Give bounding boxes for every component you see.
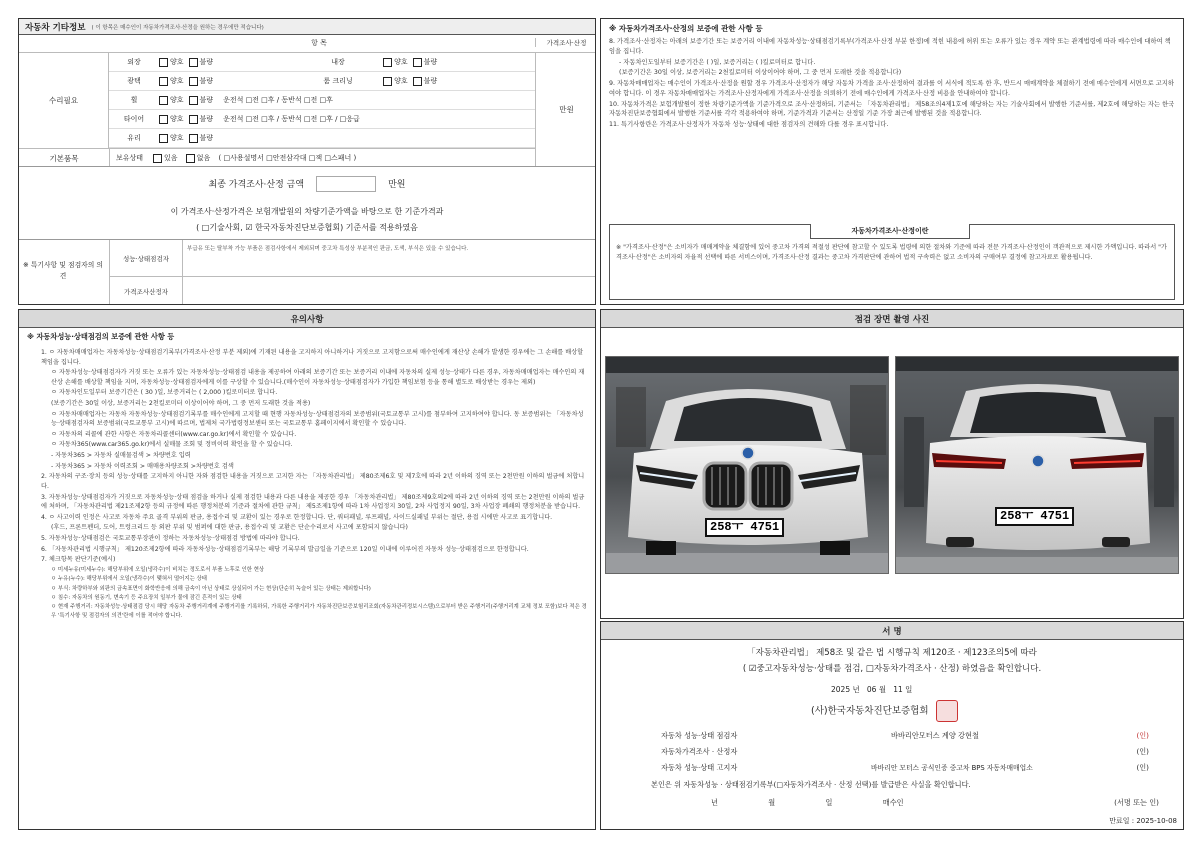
item-name: 타이어 <box>123 115 145 123</box>
sign-org: (사)한국자동차진단보증협회 <box>811 705 929 717</box>
other-info-section <box>18 18 596 305</box>
notes-title: ※ 자동차성능·상태점검의 보증에 관한 사항 등 <box>27 332 175 341</box>
rear-car-photo <box>895 356 1179 574</box>
price-definition-box <box>609 224 1175 300</box>
buyer-label: 매수인 <box>882 798 904 807</box>
expire-date: 만료일 : 2025-10-08 <box>1109 817 1177 825</box>
inspector-sign[interactable]: (인) <box>1136 731 1149 740</box>
item-opt2-label: 불량 <box>199 134 214 142</box>
basic-opt1-checkbox[interactable] <box>153 154 162 163</box>
item-opt2-label: 불량 <box>199 96 214 104</box>
appraiser-label: 자동차가격조사 · 산정자 <box>661 747 738 756</box>
price-guarantee-section <box>600 18 1184 305</box>
signature-header: 서 명 <box>601 622 1183 640</box>
item-col-header: 항 목 <box>311 39 327 47</box>
item-opt1-label: 양호 <box>170 115 184 123</box>
item-opt1-label: 양호 <box>170 58 184 66</box>
notes-paragraph: ㅇ 미세누유(미세누수): 해당부위에 오일(냉각수)이 비치는 정도로서 부품 노후로 인한 현상 <box>51 566 265 573</box>
sign-line2: ( ☑중고자동차성능·상태를 점검, □자동차가격조사 · 산정) 하였음을 확인합니다. <box>742 664 1042 674</box>
other-info-note: ( 이 항목은 매수인이 자동차가격조사·산정을 원하는 경우에만 적습니다) <box>91 24 264 31</box>
notes-paragraph: ㅇ 자동차매매업자는 자동차 자동차성능·상태점검기록부를 매수인에게 고지할 때 현행 자동차성능·상태점검자의 보증범위(국토교통부 고시)를 첨부하여 고지하여야 합니다. 동 보증범위는 「자동차성능·상태점검자의 보증범위(국토교통부 고시)에 따르며, 법제처 국가법령정보센터 또는 국토교통부 홈페이지에서 확인할 수 있습니다. <box>51 410 584 428</box>
notes-paragraph: ㅇ 자동차의 리콜에 관한 사항은 자동차리콜센터(www.car.go.kr)에서 확인할 수 있습니다. <box>51 430 297 438</box>
item-opt1-checkbox[interactable] <box>159 96 168 105</box>
guarantee-paragraph: 11. 특기사항란은 가격조사·산정자가 자동차 성능·상태에 대한 점검자의 견해와 다를 경우 표시합니다. <box>609 121 889 128</box>
rear-license-plate: 258ㅜ 4751 <box>995 507 1074 526</box>
item2-opt2-checkbox[interactable] <box>413 58 422 67</box>
basic-label: 기본품목 <box>49 154 79 163</box>
item2-opt1-checkbox[interactable] <box>383 77 392 86</box>
notes-paragraph: 2. 자동차의 구조·장치 등의 성능·상태를 고지하지 아니한 자와 점검한 내용을 거짓으로 고지한 자는 「자동차관리법」 제80조제6호 및 제7호에 따라 2년 이하의 징역 또는 2천만원 이하의 벌금에 처합니다. <box>41 473 585 490</box>
notes-paragraph: - 자동차365 > 자동차 실매물검색 > 차량번호 입력 <box>51 452 191 460</box>
item-name: 외장 <box>127 58 141 66</box>
receipt-month: 월 <box>768 798 776 807</box>
special-row2-label: 가격조사산정자 <box>109 276 183 305</box>
basis-text <box>19 204 595 238</box>
other-info-header <box>19 19 595 35</box>
notes-paragraph: 4. ㅇ 사고이력 인정은 사고로 자동차 주요 골격 부위의 판금, 용접수리 및 교환이 있는 경우로 한정합니다. 단, 쿼터패널, 루프패널, 사이드실패널 부위는 절단, 용접 시에만 사고로 표기합니다. <box>41 513 553 521</box>
basic-row <box>19 148 535 166</box>
notifier-label: 자동차 성능·상태 고지자 <box>661 763 738 772</box>
signature-section <box>600 621 1184 830</box>
notes-paragraph: ㅇ 누유(누수): 해당부위에서 오일(냉각수)이 맺혀서 떨어지는 상태 <box>51 576 207 583</box>
item-opt1-checkbox[interactable] <box>159 115 168 124</box>
notes-paragraph: (보증기간은 30일 이상, 보증거리는 2천킬로미터 이상이어야 하며, 그 중 먼저 도래한 것을 적용) <box>51 400 311 408</box>
inspector-value: 바바리안모터스 계양 강현철 <box>891 731 979 740</box>
sign-line1: 「자동차관리법」 제58조 및 같은 법 시행규칙 제120조 · 제123조의5에 따라 <box>747 648 1037 658</box>
repair-label: 수리필요 <box>19 53 109 148</box>
notes-paragraph: ㅇ 침수: 자동차의 원동기, 변속기 등 주요장치 일부가 물에 잠긴 흔적이 있는 상태 <box>51 594 242 601</box>
price-guarantee-paragraphs <box>609 37 1175 130</box>
basic-item: 보유상태 <box>109 149 149 166</box>
item-opt2-checkbox[interactable] <box>189 96 198 105</box>
notifier-value: 바바리안 모터스 공식인증 중고차 BPS 자동차매매업소 <box>871 764 1033 772</box>
notes-paragraph: 1. ㅇ 자동차매매업자는 자동차성능·상태점검기록부(가격조사·산정 부분 제외)에 기재된 내용을 고지하지 아니하거나 거짓으로 고지함으로써 매수인에게 재산상 손해가 발생한 경우에는 그 손해를 배상할 책임을 집니다. <box>41 349 584 366</box>
item-opt2-checkbox[interactable] <box>189 115 198 124</box>
item-name: 광택 <box>127 77 141 85</box>
item2-opt1-label: 양호 <box>394 77 408 85</box>
item-opt2-label: 불량 <box>199 115 214 123</box>
item-row <box>109 110 535 129</box>
sign-date-month: 06 <box>866 685 877 694</box>
sign-date-year-unit: 년 <box>852 685 860 694</box>
final-price-row <box>19 166 595 200</box>
special-label: ※ 특기사항 및 점검자의 의견 <box>23 261 103 280</box>
item-opt2-checkbox[interactable] <box>189 58 198 67</box>
front-license-plate: 258ㅜ 4751 <box>705 518 784 537</box>
rear-car-image <box>896 357 1179 574</box>
item2-opt1-label: 양호 <box>394 58 408 66</box>
price-col-header: 가격조사·산정 <box>535 38 596 47</box>
sign-date <box>831 684 912 695</box>
special-row1-label: 성능·상태점검자 <box>109 240 183 276</box>
item-row <box>109 53 535 72</box>
final-price-input[interactable] <box>316 176 376 192</box>
sign-org-row <box>811 700 958 722</box>
item2-opt1-checkbox[interactable] <box>383 58 392 67</box>
item-opt1-checkbox[interactable] <box>159 77 168 86</box>
item-row <box>109 72 535 91</box>
final-price-label: 최종 가격조사·산정 금액 <box>208 180 305 190</box>
basis-line2: ( □기술사회, ☑ 한국자동차진단보증협회) 기준서를 적용하였음 <box>196 223 418 232</box>
item2-opt2-label: 불량 <box>423 77 438 85</box>
notes-paragraph: ㅇ 현재 주행거리: 자동차성능·상태점검 당시 해당 자동차 주행거리계에 주행거리를 기록하되, 가록한 주행거리가 자동차진단보증보험리조회(자동차관리정보시스템)으로부터 받은 주행거리(주행거리계 교체 정보 포함)보다 적은 경우 '특기사항 및 점검자의 의견'란에 이를 적어야 합니다. <box>51 604 587 619</box>
item-name: 휠 <box>130 96 138 104</box>
sign-row-notifier <box>661 760 1163 776</box>
photos-header: 점검 장면 촬영 사진 <box>601 310 1183 328</box>
notes-paragraph: ㅇ 자동차인도일부터 보증기간은 ( 30 )일, 보증거리는 ( 2,000 )킬로미터로 합니다. <box>51 389 278 397</box>
final-price-unit: 만원 <box>388 180 406 190</box>
special-section <box>19 239 595 305</box>
item-opt2-label: 불량 <box>199 58 214 66</box>
front-car-photo <box>605 356 889 574</box>
other-info-title: 자동차 기타정보 <box>25 22 86 33</box>
special-row1-text: 부급유 또는 탈부착 가능 부품은 점검사항에서 제외되며 중고차 특성상 부분적인 판금, 도색, 부식은 있을 수 있습니다. <box>187 246 469 252</box>
notifier-sign[interactable]: (인) <box>1136 763 1149 772</box>
notes-paragraph: ㅇ 부식: 차량하부와 외판의 금속표면이 화학반응에 의해 금속이 아닌 상태로 상실되어 가는 현상(단순히 녹슬어 있는 상태는 제외합니다) <box>51 585 371 592</box>
notes-paragraph: ㅇ 자동차성능·상태점검자가 거짓 또는 오류가 있는 자동차성능·상태점검 내용을 제공하여 아래의 보증기간 또는 보증거리 이내에 자동차의 실제 성능·상태가 다른 경우, 자동차매매업자는 매수인의 재산상 손해를 배상할 책임을 지며, 자동차성능·상태점검자에게 이를 구상할 수 있습니다.(매수인이 자동차성능·상태점검자가 가입한 책임보험 등을 통해 별도로 배상받는 경우는 제외) <box>51 369 585 386</box>
item2-opt2-checkbox[interactable] <box>413 77 422 86</box>
receipt-row <box>711 798 1173 808</box>
price-definition-text: ※ "가격조사·산정"은 소비자가 매매계약을 체결함에 있어 중고차 가격의 적절성 판단에 참고할 수 있도록 법령에 의한 절차와 기준에 따라 전문 가격조사·산정인이 객관적으로 제시한 가액입니다. 따라서 "가격조사·산정"은 소비자의 자율적 선택에 따른 서비스이며, 가격조사·산정 결과는 중고차 가격판단에 관하여 법적 구속력은 없고 소비자의 구매여부 결정에 참고자료로 활용됩니다. <box>616 244 1167 261</box>
sign-row-inspector <box>661 728 1163 744</box>
item-name2: 내장 <box>331 58 345 66</box>
inspector-label: 자동차 성능·상태 점검자 <box>661 731 738 740</box>
photos-section <box>600 309 1184 619</box>
guarantee-paragraph: 9. 자동차매매업자는 매수인이 가격조사·산정을 원할 경우 가격조사·산정자가 해당 자동차 가격을 조사·산정하여 결과를 이 서식에 적도록 한 후, 반드시 매매계약을 체결하기 전에 매수인에게 서면으로 고지하여야 합니다. 이 경우 자동차매매업자는 가격조사·산정자에게 가격조사·산정을 의뢰하기 전에 매수인에게 가격조사·산정 비용을 안내하여야 합니다. <box>609 80 1174 97</box>
notes-paragraph: - 자동차365 > 자동차 이력조회 > 매매용차량조회 >차량번호 검색 <box>51 462 234 470</box>
basic-opt2-checkbox[interactable] <box>186 154 195 163</box>
guarantee-paragraph: (보증기간은 30일 이상, 보증거리는 2천킬로미터 이상이어야 하며, 그 중 먼저 도래한 것을 적용합니다) <box>619 69 902 77</box>
item-name2: 룸 크리닝 <box>323 77 353 85</box>
notes-paragraph: (후드, 프론트펜더, 도어, 트렁크리드 등 외판 부위 및 범퍼에 대한 판금, 용접수리 및 교환은 단순수리로서 사고에 포함되지 않습니다) <box>51 524 408 532</box>
appraiser-sign[interactable]: (인) <box>1136 747 1149 756</box>
buyer-sign[interactable]: (서명 또는 인) <box>1114 798 1159 807</box>
receipt-day: 일 <box>825 798 833 807</box>
item-opt1-checkbox[interactable] <box>159 58 168 67</box>
basic-extra: ( □사용설명서 □안전삼각대 □잭 □스패너 ) <box>218 154 357 162</box>
basic-opt2-label: 없음 <box>196 154 211 162</box>
guarantee-paragraph: 8. 가격조사·산정자는 아래의 보증기간 또는 보증거리 이내에 자동차성능·상태점검기록부(가격조사·산정 부분 한정)에 적힌 내용에 허위 또는 오류가 있는 경우 계약 또는 관계법령에 따라 매수인에 대하여 책임을 집니다. <box>609 38 1171 55</box>
item-extra: 운전석 □전 □후 / 동반석 □전 □후 / □응급 <box>223 115 360 123</box>
item-row <box>109 91 535 110</box>
item-opt2-checkbox[interactable] <box>189 134 198 143</box>
notes-paragraph: 6. 「자동차관리법 시행규칙」 제120조제2항에 따라 자동차성능·상태점검기록부는 해당 기록부의 발급일을 기준으로 120일 이내에 이루어진 자동차 성능·상태점검으로 한정합니다. <box>41 545 529 553</box>
notes-section <box>18 309 596 830</box>
notes-paragraphs <box>27 348 587 620</box>
item-opt2-label: 불량 <box>199 77 214 85</box>
item2-opt2-label: 불량 <box>423 58 438 66</box>
sign-date-year: 2025 <box>831 685 851 694</box>
item-opt1-label: 양호 <box>170 96 184 104</box>
sign-row-appraiser <box>661 744 1163 760</box>
guarantee-paragraph: 10. 자동차가격은 보험개발원이 정한 차량기준가액을 기준가격으로 조사·산정하되, 기준서는 「자동차관리법」 제58조의4제1호에 해당하는 자는 기술사회에서 발행한 기준서를, 제2호에 해당하는 자는 한국자동차진단보증협회에서 발행한 기준서를 각각 적용하여야 하며, 기준가격과 기준서는 산정일 기준 가장 최근에 발행된 것을 적용합니다. <box>609 100 1175 118</box>
sign-date-month-unit: 월 <box>878 685 887 694</box>
front-car-image <box>606 357 889 574</box>
item-opt2-checkbox[interactable] <box>189 77 198 86</box>
price-unit: 만원 <box>535 53 596 166</box>
guarantee-paragraph: - 자동차인도일부터 보증기간은 ( )일, 보증거리는 ( )킬로미터로 합니다. <box>619 58 816 66</box>
basis-line1: 이 가격조사·산정가격은 보험개발원의 차량기준가액을 바탕으로 한 기준가격과 <box>170 207 444 216</box>
item-name: 유리 <box>127 134 141 142</box>
basic-opt1-label: 있음 <box>164 154 178 162</box>
sign-date-day: 11 <box>893 685 903 694</box>
item-rows <box>109 53 535 148</box>
item-opt1-checkbox[interactable] <box>159 134 168 143</box>
basic-options <box>153 153 356 163</box>
price-guarantee-title: ※ 자동차가격조사·산정의 보증에 관한 사항 등 <box>609 24 763 33</box>
price-definition-title: 자동차가격조사·산정이란 <box>810 224 970 239</box>
item-extra: 운전석 □전 □후 / 동반석 □전 □후 <box>223 96 333 104</box>
item-row <box>109 129 535 148</box>
document-page <box>18 18 1184 830</box>
notes-paragraph: 7. 체크항목 판단기준(예시) <box>41 556 116 564</box>
receipt-year: 년 <box>711 798 718 807</box>
item-opt1-label: 양호 <box>170 77 184 85</box>
item-opt1-label: 양호 <box>170 134 184 142</box>
receipt-text: 본인은 위 자동차성능 · 상태점검기록부(□자동차가격조사 · 산정 선택)를 발급받은 사실을 확인합니다. <box>651 780 971 789</box>
sign-date-day-unit: 일 <box>905 685 913 694</box>
org-seal-icon <box>936 700 958 722</box>
notes-header: 유의사항 <box>19 310 595 328</box>
notes-paragraph: ㅇ 자동차365(www.car365.go.kr)에서 실매물 조회 및 정비이력 확인을 할 수 있습니다. <box>51 441 293 449</box>
sign-rows <box>661 728 1163 776</box>
item-header-row <box>19 35 595 53</box>
notes-paragraph: 3. 자동차성능·상태점검자가 거짓으로 자동차성능·상태 점검을 하거나 실제 점검한 내용과 다른 내용을 제공한 경우 「자동차관리법」 제80조제9호의2에 따라 2년 이하의 징역 또는 2천만원 이하의 벌금에 처하며, 「자동차관리법 제21조제2항 등의 규정에 따른 행정처분의 기준과 절차에 관한 규칙」 제5조제1항에 따라 1차 사업정지 30일, 2차 사업정지 90일, 3차 사업장 폐쇄의 행정처분을 받습니다. <box>41 493 585 511</box>
notes-paragraph: 5. 자동차성능·상태점검은 국토교통부장관이 정하는 자동차성능·상태점검 방법에 따라야 합니다. <box>41 534 300 542</box>
